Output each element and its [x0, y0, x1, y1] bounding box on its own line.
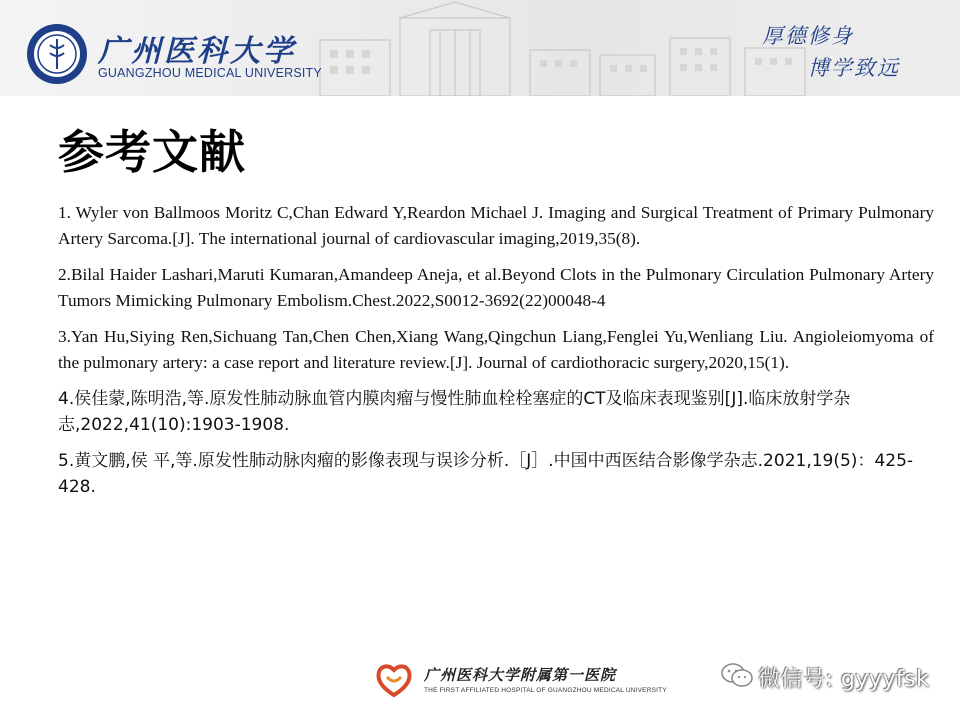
reference-item-3: 3.Yan Hu,Siying Ren,Sichuang Tan,Chen Chen,Xiang Wang,Qingchun Liang,Fenglei Yu,Wenliang Liu. Angioleiomyoma of the pulmonary artery: a case report and literature review.[J]. Journal of cardiothoracic surgery,2020,15(1).: [58, 327, 934, 372]
reference-item-5: 5.黄文鹏,侯 平,等.原发性肺动脉肉瘤的影像表现与误诊分析.［J］.中国中西医结合影像学杂志.2021,19(5)：425-428.: [58, 451, 914, 497]
motto-line-1: 厚德修身: [762, 24, 854, 48]
header-banner: [0, 0, 960, 96]
reference-item-2: 2.Bilal Haider Lashari,Maruti Kumaran,Amandeep Aneja, et al.Beyond Clots in the Pulmonary Circulation Pulmonary Artery Tumors Mimicking Pulmonary Embolism.Chest.2022,S0012-3692(22)00048-4: [58, 265, 934, 310]
campus-building-illustration: [300, 0, 820, 96]
hospital-logo-icon: [375, 661, 413, 699]
university-seal-icon: [26, 23, 88, 85]
reference-item-1: 1. Wyler von Ballmoos Moritz C,Chan Edward Y,Reardon Michael J. Imaging and Surgical Treatment of Primary Pulmonary Artery Sarcoma.[J]. The international journal of cardiovascular imaging,2019,35(8).: [58, 203, 934, 248]
university-name-cn: 广州医科大学: [98, 34, 296, 69]
motto-line-2: 博学致远: [808, 56, 900, 80]
page-title: 参考文献: [58, 125, 246, 179]
hospital-name-cn: 广州医科大学附属第一医院: [424, 666, 617, 684]
reference-list: [58, 200, 934, 510]
reference-item-4: 4.侯佳蒙,陈明浩,等.原发性肺动脉血管内膜肉瘤与慢性肺血栓栓塞症的CT及临床表现鉴别[J].临床放射学杂志,2022,41(10):1903-1908.: [58, 389, 851, 435]
wechat-icon: [720, 662, 754, 688]
university-name-en: GUANGZHOU MEDICAL UNIVERSITY: [98, 66, 322, 80]
wechat-id-watermark: 微信号: gyyyfsk: [758, 667, 930, 692]
hospital-name-en: THE FIRST AFFILIATED HOSPITAL OF GUANGZHOU MEDICAL UNIVERSITY: [424, 687, 667, 694]
